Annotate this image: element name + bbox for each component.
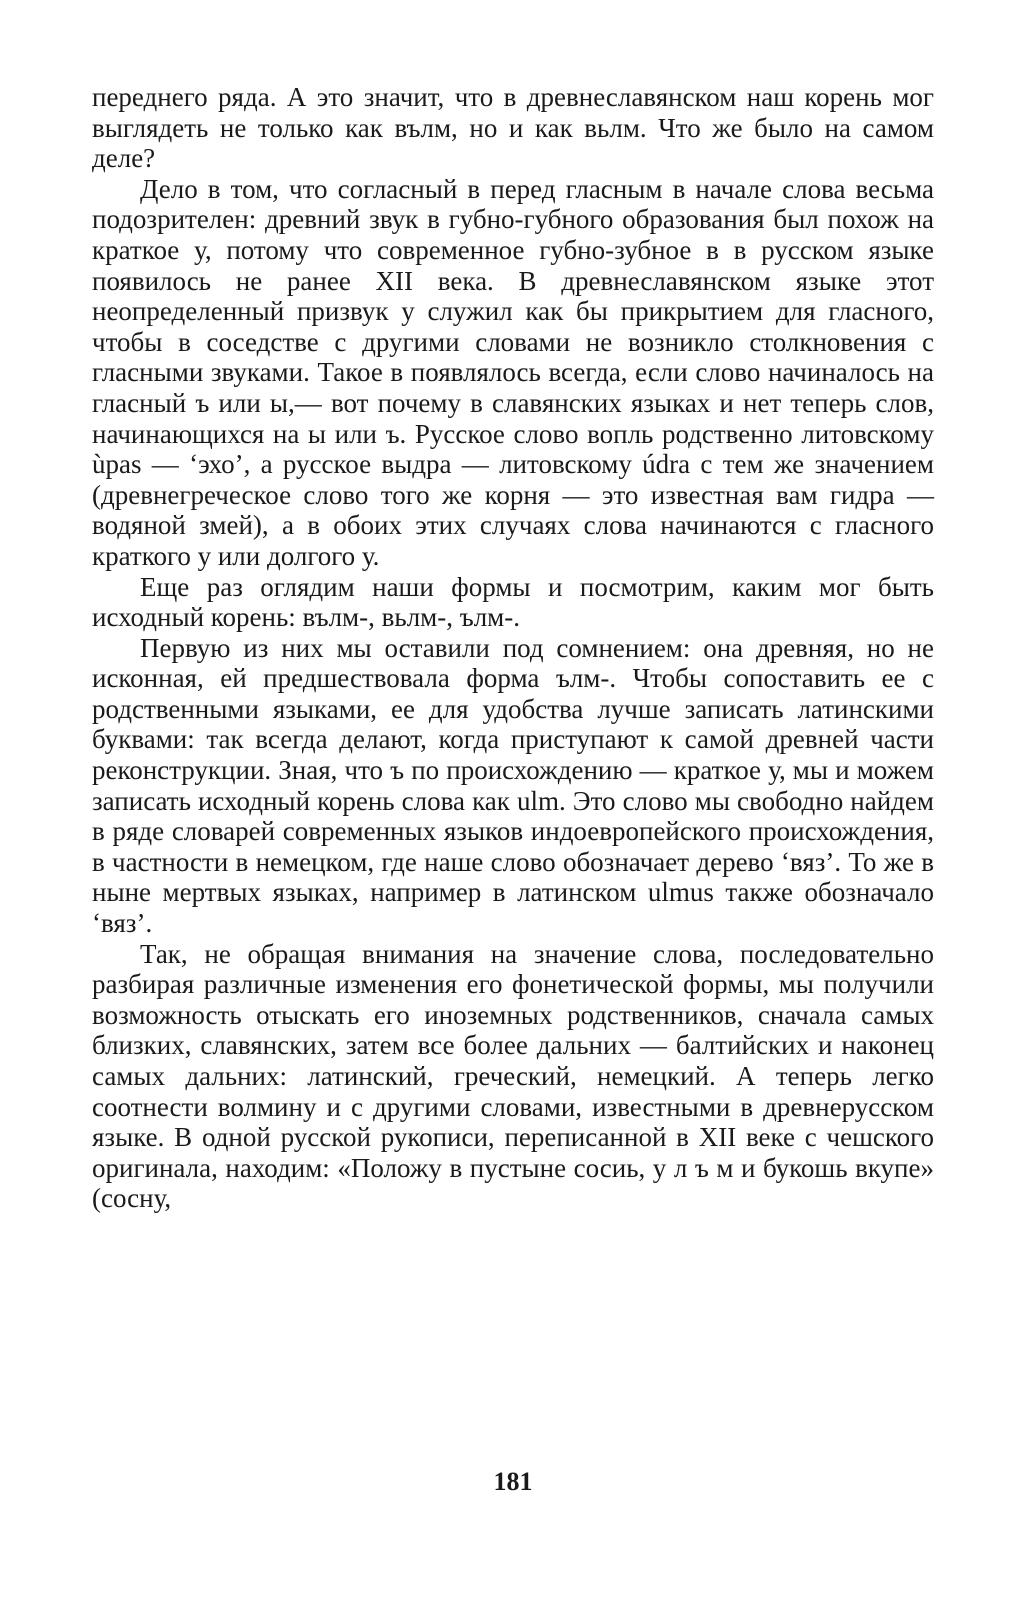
paragraph: Еще раз оглядим наши формы и посмотрим, каким мог быть исходный корень: вълм-, вьлм-, ълм-. — [92, 571, 934, 633]
paragraph: Дело в том, что согласный в перед гласным в начале слова весьма подозрителен: древний звук в губно-губного образования был похож на краткое у, потому что современное губно-зубное в в русском языке появилось не ранее XII века. В древнеславянском языке этот неопределенный призвук у служил как бы прикрытием для гласного, чтобы в соседстве с другими словами не возникло столкновения с гласными звуками. Такое в появлялось всегда, если слово начиналось на гласный ъ или ы,— вот почему в славянских языках и нет теперь слов, начинающихся на ы или ъ. Русское слово вопль родственно литовскому ùpas — ‘эхо’, а русское выдра — литовскому údra с тем же значением (древнегреческое слово того же корня — это известная вам гидра — водяной змей), а в обоих этих случаях слова начинаются с гласного краткого у или долгого у. — [92, 173, 934, 571]
text-column — [92, 82, 934, 1214]
paragraph: Первую из них мы оставили под сомнением: она древняя, но не исконная, ей предшествовала форма ълм-. Чтобы сопоставить ее с родственными языками, ее для удобства лучше записать латинскими буквами: так всегда делают, когда приступают к самой древней части реконструкции. Зная, что ъ по происхождению — краткое у, мы и можем записать исходный корень слова как ulm. Это слово мы свободно найдем в ряде словарей современных языков индоевропейского происхождения, в частности в немецком, где наше слово обозначает дерево ‘вяз’. То же в ныне мертвых языках, например в латинском ulmus также обозначало ‘вяз’. — [92, 632, 934, 939]
page-number: 181 — [493, 1467, 533, 1496]
paragraph: Так, не обращая внимания на значение слова, последовательно разбирая различные изменения его фонетической формы, мы получили возможность отыскать его иноземных родственников, сначала самых близких, славянских, затем все более дальних — балтийских и наконец самых дальних: латинский, греческий, немецкий. А теперь легко соотнести волмину и с другими словами, известными в древнерусском языке. В одной русской рукописи, переписанной в XII веке с чешского оригинала, находим: «Положу в пустыне сосиь, у л ъ м и букошь вкупе» (сосну, — [92, 938, 934, 1214]
paragraph: переднего ряда. А это значит, что в древнеславянском наш корень мог выглядеть не только как вълм, но и как вьлм. Что же было на самом деле? — [92, 82, 934, 174]
